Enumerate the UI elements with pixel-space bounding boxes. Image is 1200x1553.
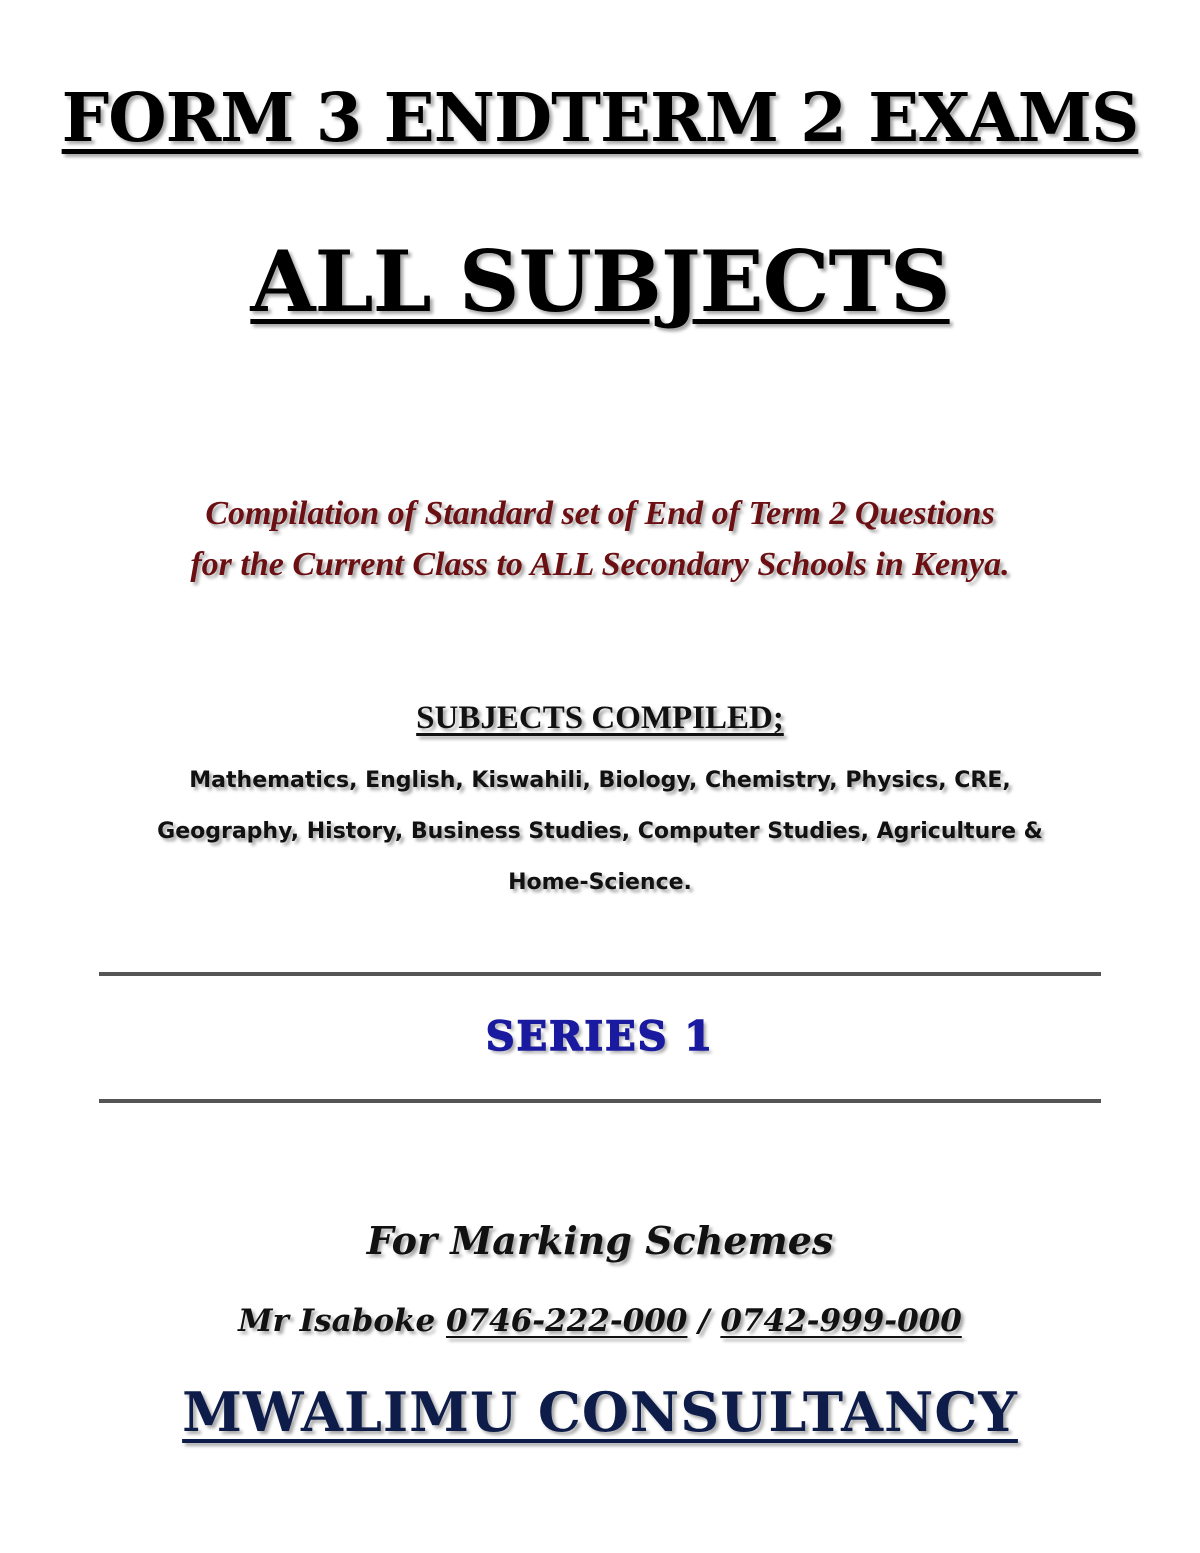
brand-mwalimu-consultancy: MWALIMU CONSULTANCY xyxy=(182,1380,1018,1444)
compilation-line-2: for the Current Class to ALL Secondary Schools in Kenya. xyxy=(190,546,1010,583)
subjects-list: Mathematics, English, Kiswahili, Biology, Chemistry, Physics, CRE, Geography, History, Business Studies, Computer Studies, Agriculture & Home-Science. xyxy=(157,768,1043,895)
phone-number-1[interactable]: 0746-222-000 xyxy=(446,1303,688,1339)
compilation-description xyxy=(0,488,1200,590)
divider-bottom xyxy=(99,1099,1101,1103)
title-all-subjects: ALL SUBJECTS xyxy=(250,232,950,331)
marking-schemes-label: For Marking Schemes xyxy=(366,1218,834,1263)
contact-line xyxy=(0,1303,1200,1339)
series-label: SERIES 1 xyxy=(485,1013,715,1060)
contact-name: Mr Isaboke xyxy=(238,1303,436,1339)
phone-number-2[interactable]: 0742-999-000 xyxy=(720,1303,962,1339)
compilation-line-1: Compilation of Standard set of End of Term 2 Questions xyxy=(205,495,995,532)
phone-separator: / xyxy=(698,1303,710,1339)
divider-top xyxy=(99,972,1101,976)
title-form3-endterm: FORM 3 ENDTERM 2 EXAMS xyxy=(61,78,1139,157)
subjects-compiled-heading: SUBJECTS COMPILED; xyxy=(416,700,784,736)
